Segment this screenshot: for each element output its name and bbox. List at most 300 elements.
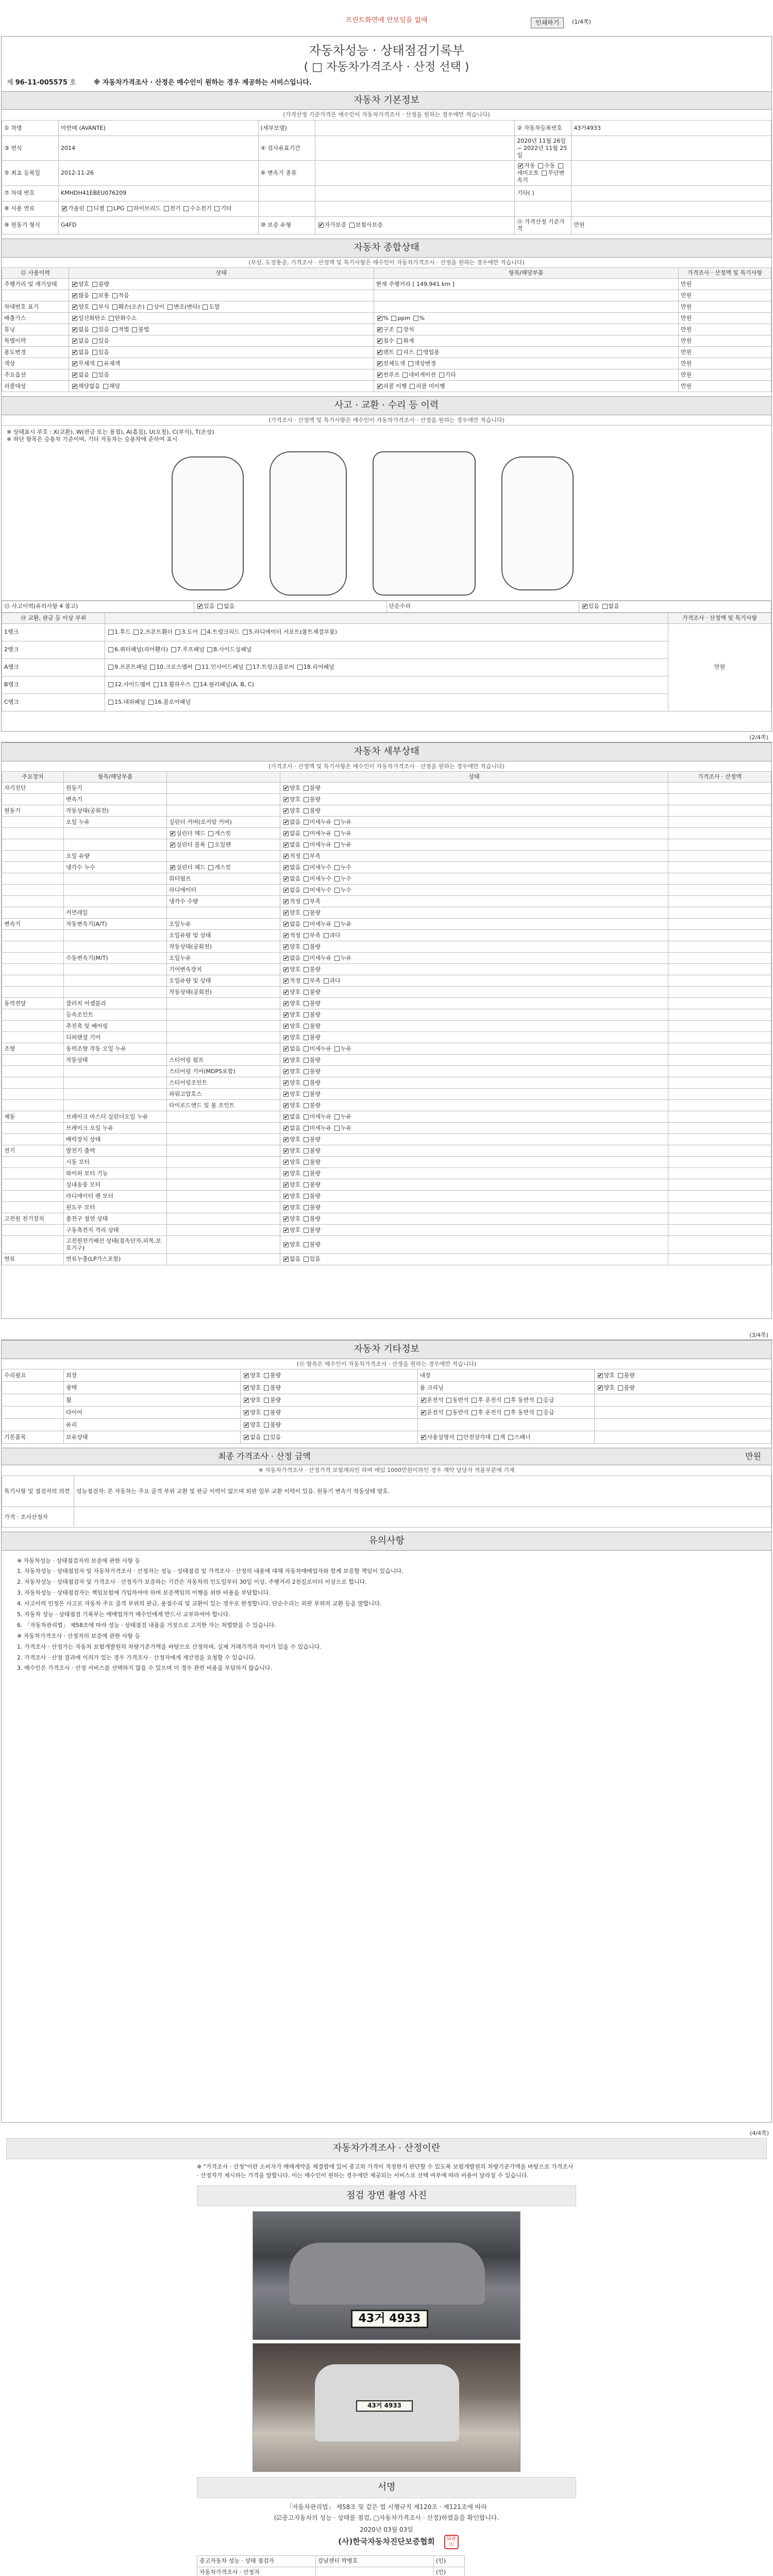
checkbox[interactable]: [304, 1205, 309, 1210]
detail-cell: [2, 794, 64, 805]
accident-cell: [579, 601, 771, 612]
checkbox[interactable]: [304, 1046, 309, 1052]
checkbox[interactable]: [264, 1410, 269, 1415]
checkbox[interactable]: [391, 316, 396, 321]
checkbox[interactable]: [283, 1103, 289, 1108]
checkbox-label: 양호: [290, 784, 303, 791]
checkbox[interactable]: [508, 1435, 513, 1440]
checkbox[interactable]: [264, 1373, 269, 1378]
checkbox[interactable]: [334, 888, 340, 893]
checkbox[interactable]: [304, 1058, 309, 1063]
checkbox-label: 수소전기: [190, 205, 214, 212]
other-note: (⑮ 항목은 매수인이 자동차가격조사 · 산정을 원하는 경우에만 적습니다): [296, 1360, 477, 1367]
checkbox[interactable]: [402, 372, 408, 378]
checkbox[interactable]: [304, 1148, 309, 1154]
checkbox-label: 썬루프: [383, 371, 401, 378]
other-cell: [594, 1394, 771, 1406]
checkbox[interactable]: [304, 1092, 309, 1097]
checkbox[interactable]: [602, 604, 608, 609]
checkbox[interactable]: [472, 1398, 477, 1403]
checkbox[interactable]: [618, 1385, 623, 1391]
checkbox[interactable]: [283, 1080, 289, 1086]
detail-cell: 구동축전지 격리 상태: [64, 1225, 167, 1236]
checkbox[interactable]: [283, 854, 289, 859]
checkbox[interactable]: [334, 1114, 340, 1120]
checkbox[interactable]: [108, 630, 113, 635]
checkbox[interactable]: [283, 1137, 289, 1142]
checkbox[interactable]: [203, 304, 208, 310]
table-row: [2, 1123, 771, 1134]
checkbox[interactable]: [304, 1069, 309, 1074]
checkbox[interactable]: [244, 1385, 249, 1391]
checkbox[interactable]: [72, 327, 77, 332]
detail-cell: 발전기 출력: [64, 1145, 167, 1157]
checkbox[interactable]: [108, 647, 113, 652]
checkbox[interactable]: [112, 327, 117, 332]
checkbox[interactable]: [334, 1046, 340, 1052]
overall-cell: 색상: [2, 358, 69, 369]
checkbox[interactable]: [283, 1046, 289, 1052]
detail-cell: [280, 964, 668, 975]
checkbox[interactable]: [170, 842, 175, 848]
checkbox[interactable]: [283, 797, 289, 802]
checkbox[interactable]: [421, 1410, 426, 1415]
checkbox[interactable]: [304, 910, 309, 916]
basic-cell: [59, 201, 259, 216]
overall-cell: [69, 369, 374, 381]
checkbox[interactable]: [446, 1410, 451, 1415]
checkbox-label: 누유: [340, 920, 352, 927]
table-row: [2, 201, 771, 216]
detail-price: [668, 964, 771, 975]
checkbox[interactable]: [246, 665, 251, 670]
detail-price: [668, 1100, 771, 1111]
checkbox[interactable]: [283, 820, 289, 825]
checkbox[interactable]: [304, 842, 309, 848]
overall-cell: [374, 347, 679, 358]
checkbox-label: 양호: [290, 1147, 303, 1154]
checkbox-label: 양호: [290, 1056, 303, 1063]
checkbox[interactable]: [582, 604, 587, 609]
checkbox[interactable]: [283, 1035, 289, 1040]
checkbox[interactable]: [208, 831, 213, 836]
checkbox[interactable]: [283, 1012, 289, 1018]
checkbox[interactable]: [304, 990, 309, 995]
checkbox[interactable]: [283, 1024, 289, 1029]
part-label: 14.필러패널(A, B, C): [199, 681, 254, 688]
basic-cell: [315, 216, 515, 234]
detail-cell: 원동기: [64, 783, 167, 794]
car-left-side: [172, 456, 244, 590]
detail-cell: [167, 1236, 280, 1254]
checkbox-label: 불량: [624, 1384, 635, 1391]
table-row: [2, 613, 771, 623]
checkbox[interactable]: [304, 956, 309, 961]
checkbox[interactable]: [304, 978, 309, 984]
checkbox[interactable]: [72, 338, 77, 344]
overall-header: ⑫ 사용이력: [2, 268, 69, 279]
checkbox[interactable]: [208, 865, 213, 870]
checkbox-label: 없음: [290, 954, 303, 961]
checkbox[interactable]: [72, 304, 77, 310]
checkbox[interactable]: [283, 865, 289, 870]
checkbox-label: 과다: [329, 977, 341, 984]
checkbox-label: 양호: [290, 965, 303, 973]
checkbox[interactable]: [244, 1398, 249, 1403]
checkbox[interactable]: [413, 316, 418, 321]
checkbox[interactable]: [171, 647, 176, 652]
checkbox[interactable]: [92, 327, 97, 332]
checkbox-label: %: [419, 314, 425, 321]
checkbox[interactable]: [304, 1137, 309, 1142]
table-row: [2, 1253, 771, 1265]
checkbox[interactable]: [397, 338, 402, 344]
part-label: 2.프론트휀더: [140, 629, 175, 636]
checkbox[interactable]: [304, 1216, 309, 1222]
checkbox[interactable]: [97, 361, 103, 366]
checkbox-label: 없음: [290, 1045, 303, 1052]
detail-cell: 와이퍼 모터 기능: [64, 1168, 167, 1179]
checkbox[interactable]: [283, 1114, 289, 1120]
checkbox[interactable]: [264, 1422, 269, 1428]
table-row: [2, 1382, 771, 1394]
table-row: [2, 693, 771, 711]
checkbox[interactable]: [72, 361, 77, 366]
checkbox[interactable]: [377, 361, 382, 366]
checkbox[interactable]: [421, 1435, 426, 1440]
checkbox[interactable]: [283, 1228, 289, 1233]
checkbox[interactable]: [207, 647, 212, 652]
accident-cell: 단순수리: [386, 601, 579, 612]
checkbox[interactable]: [542, 171, 547, 176]
table-row: [2, 1077, 771, 1089]
checkbox[interactable]: [167, 304, 173, 310]
checkbox-label: 미세누유: [309, 1045, 333, 1052]
detail-cell: 시동 모터: [64, 1157, 167, 1168]
checkbox[interactable]: [377, 350, 382, 355]
checkbox[interactable]: [133, 630, 139, 635]
checkbox[interactable]: [304, 1126, 309, 1131]
checkbox[interactable]: [377, 327, 382, 332]
checkbox-label: 후 운전석: [478, 1409, 503, 1416]
checkbox[interactable]: [283, 876, 289, 882]
checkbox[interactable]: [72, 316, 77, 321]
checkbox[interactable]: [72, 384, 77, 389]
checkbox-label: 양호: [78, 303, 91, 310]
checkbox-label: 누유: [340, 829, 352, 837]
checkbox[interactable]: [283, 786, 289, 791]
sign-text-1: 「자동차관리법」 제58조 및 같은 법 시행규칙 제120조 · 제121조에 따라: [286, 2503, 487, 2511]
checkbox[interactable]: [108, 700, 113, 705]
checkbox[interactable]: [108, 665, 113, 670]
checkbox[interactable]: [244, 1435, 249, 1440]
checkbox[interactable]: [397, 327, 402, 332]
checkbox-label: 불량: [98, 280, 110, 287]
checkbox[interactable]: [304, 1001, 309, 1006]
checkbox[interactable]: [304, 1080, 309, 1086]
checkbox[interactable]: [377, 338, 382, 344]
checkbox[interactable]: [92, 350, 97, 355]
checkbox[interactable]: [283, 990, 289, 995]
other-cell: [594, 1369, 771, 1382]
checkbox-label: 없음: [290, 1124, 303, 1131]
checkbox[interactable]: [197, 604, 203, 609]
checkbox[interactable]: [304, 944, 309, 950]
checkbox[interactable]: [349, 223, 355, 228]
checkbox[interactable]: [283, 1148, 289, 1154]
checkbox[interactable]: [283, 1160, 289, 1165]
checkbox[interactable]: [377, 372, 382, 378]
checkbox[interactable]: [87, 206, 92, 211]
checkbox[interactable]: [92, 282, 97, 287]
detail-cell: [2, 1236, 64, 1254]
checkbox-label: 양호: [290, 1079, 303, 1086]
checkbox[interactable]: [201, 630, 206, 635]
checkbox[interactable]: [217, 604, 223, 609]
checkbox[interactable]: [194, 682, 199, 687]
opinion-table: [2, 1476, 771, 1528]
checkbox[interactable]: [304, 1114, 309, 1120]
detail-cell: 제동: [2, 1111, 64, 1123]
basic-cell: ③ 연식: [2, 136, 59, 161]
checkbox[interactable]: [244, 1373, 249, 1378]
checkbox[interactable]: [283, 888, 289, 893]
checkbox[interactable]: [283, 1242, 289, 1247]
checkbox[interactable]: [109, 316, 114, 321]
checkbox[interactable]: [183, 206, 189, 211]
checkbox-label: 양호: [290, 1181, 303, 1188]
price-note: ※ 자동차가격조사 · 산정가격 보험계리인 하며 매입 1000만원이하인 경우 계약 담당자 적용부분에 기재: [258, 1467, 515, 1474]
overall-cell: 만원: [679, 279, 771, 290]
checkbox[interactable]: [108, 682, 113, 687]
detail-price: [668, 1009, 771, 1021]
checkbox[interactable]: [112, 304, 117, 310]
checkbox[interactable]: [304, 797, 309, 802]
detail-cell: [280, 1021, 668, 1032]
detail-cell: 냉각수 누수: [64, 862, 167, 873]
banner-notice[interactable]: 프린트화면에 안보임을 없애: [345, 16, 428, 24]
checkbox[interactable]: [72, 372, 77, 378]
checkbox[interactable]: [304, 1228, 309, 1233]
checkbox[interactable]: [283, 1182, 289, 1188]
checkbox[interactable]: [175, 630, 180, 635]
checkbox[interactable]: [283, 933, 289, 938]
checkbox[interactable]: [148, 700, 154, 705]
checkbox[interactable]: [304, 967, 309, 972]
checkbox[interactable]: [208, 842, 213, 848]
table-row: [2, 1043, 771, 1055]
checkbox-label: 불량: [309, 988, 321, 995]
checkbox[interactable]: [304, 1182, 309, 1188]
checkbox[interactable]: [72, 282, 77, 287]
checkbox[interactable]: [334, 1126, 340, 1131]
checkbox[interactable]: [214, 206, 220, 211]
checkbox-label: 구조: [383, 326, 396, 333]
checkbox[interactable]: [304, 1103, 309, 1108]
checkbox[interactable]: [147, 304, 153, 310]
basic-cell: [572, 161, 771, 185]
detail-price: [668, 1089, 771, 1100]
checkbox[interactable]: [334, 876, 340, 882]
checkbox[interactable]: [304, 1012, 309, 1018]
checkbox[interactable]: [377, 316, 382, 321]
checkbox-label: 불량: [309, 1090, 321, 1097]
checkbox[interactable]: [334, 820, 340, 825]
checkbox[interactable]: [92, 293, 97, 298]
checkbox[interactable]: [304, 1024, 309, 1029]
checkbox[interactable]: [304, 1171, 309, 1176]
checkbox[interactable]: [92, 304, 97, 310]
detail-cell: [167, 1134, 280, 1145]
checkbox[interactable]: [283, 842, 289, 848]
checkbox[interactable]: [410, 384, 415, 389]
checkbox[interactable]: [127, 206, 132, 211]
checkbox[interactable]: [283, 1194, 289, 1199]
checkbox[interactable]: [283, 1216, 289, 1222]
checkbox[interactable]: [472, 1410, 477, 1415]
checkbox[interactable]: [170, 831, 175, 836]
page-4: [1, 2130, 772, 2576]
checkbox[interactable]: [62, 206, 67, 211]
detail-cell: 충전구 절연 상태: [64, 1213, 167, 1225]
checkbox[interactable]: [283, 831, 289, 836]
print-button[interactable]: 인쇄하기: [531, 18, 564, 28]
checkbox[interactable]: [283, 956, 289, 961]
basic-info-table: [2, 120, 771, 234]
checkbox[interactable]: [243, 630, 248, 635]
overall-cell: [69, 335, 374, 347]
checkbox[interactable]: [505, 1398, 510, 1403]
checkbox[interactable]: [283, 808, 289, 814]
checkbox[interactable]: [397, 350, 402, 355]
checkbox[interactable]: [195, 665, 200, 670]
detail-cell: [2, 1055, 64, 1066]
detail-cell: [280, 1009, 668, 1021]
checkbox[interactable]: [283, 1205, 289, 1210]
checkbox[interactable]: [264, 1435, 269, 1440]
checkbox[interactable]: [283, 910, 289, 916]
checkbox[interactable]: [324, 933, 329, 938]
checkbox[interactable]: [494, 1435, 499, 1440]
checkbox[interactable]: [334, 865, 340, 870]
checkbox[interactable]: [446, 1398, 451, 1403]
checkbox[interactable]: [107, 206, 112, 211]
checkbox[interactable]: [304, 1242, 309, 1247]
detail-price: [668, 987, 771, 998]
checkbox[interactable]: [304, 820, 309, 825]
table-row: [2, 161, 771, 185]
checkbox-label: 양호: [290, 807, 303, 814]
checkbox[interactable]: [283, 944, 289, 950]
checkbox[interactable]: [154, 682, 159, 687]
checkbox[interactable]: [304, 876, 309, 882]
checkbox[interactable]: [304, 1160, 309, 1165]
checkbox[interactable]: [72, 350, 77, 355]
checkbox[interactable]: [283, 1126, 289, 1131]
checkbox[interactable]: [537, 1398, 542, 1403]
checkbox[interactable]: [283, 1171, 289, 1176]
checkbox[interactable]: [457, 1435, 462, 1440]
checkbox[interactable]: [297, 665, 303, 670]
checkbox[interactable]: [112, 293, 117, 298]
checkbox[interactable]: [417, 350, 422, 355]
checkbox[interactable]: [304, 933, 309, 938]
checkbox[interactable]: [538, 163, 543, 168]
checkbox[interactable]: [334, 922, 340, 927]
checkbox[interactable]: [304, 922, 309, 927]
checkbox[interactable]: [164, 206, 169, 211]
checkbox[interactable]: [518, 163, 523, 168]
checkbox[interactable]: [283, 1001, 289, 1006]
checkbox[interactable]: [304, 1035, 309, 1040]
checkbox[interactable]: [439, 372, 444, 378]
checkbox[interactable]: [408, 361, 413, 366]
checkbox[interactable]: [132, 327, 137, 332]
checkbox[interactable]: [103, 384, 108, 389]
checkbox[interactable]: [304, 1257, 309, 1262]
checkbox[interactable]: [244, 1422, 249, 1428]
checkbox[interactable]: [304, 888, 309, 893]
checkbox[interactable]: [264, 1385, 269, 1391]
checkbox[interactable]: [537, 1410, 542, 1415]
checkbox[interactable]: [92, 338, 97, 344]
checkbox[interactable]: [598, 1373, 603, 1378]
checkbox[interactable]: [334, 956, 340, 961]
checkbox-label: 누수: [340, 863, 352, 871]
checkbox[interactable]: [558, 163, 563, 168]
checkbox[interactable]: [72, 293, 77, 298]
checkbox[interactable]: [505, 1410, 510, 1415]
checkbox[interactable]: [283, 1092, 289, 1097]
checkbox[interactable]: [283, 1069, 289, 1074]
checkbox[interactable]: [283, 899, 289, 904]
checkbox[interactable]: [334, 831, 340, 836]
checkbox[interactable]: [150, 665, 155, 670]
checkbox[interactable]: [283, 1257, 289, 1262]
checkbox[interactable]: [618, 1373, 623, 1378]
checkbox[interactable]: [304, 865, 309, 870]
checkbox[interactable]: [324, 978, 329, 984]
checkbox-label: 무단변속기: [517, 170, 565, 183]
checkbox[interactable]: [92, 372, 97, 378]
checkbox[interactable]: [377, 384, 382, 389]
checkbox[interactable]: [304, 854, 309, 859]
checkbox[interactable]: [170, 865, 175, 870]
checkbox[interactable]: [283, 967, 289, 972]
checkbox[interactable]: [318, 223, 324, 228]
checkbox-label: 안전삼각대: [463, 1433, 493, 1440]
checkbox[interactable]: [304, 808, 309, 814]
checkbox[interactable]: [598, 1385, 603, 1391]
page-subtitle: ( □ 자동차가격조사 · 산정 선택 ): [304, 61, 469, 74]
checkbox[interactable]: [283, 1058, 289, 1063]
checkbox[interactable]: [264, 1398, 269, 1403]
checkbox[interactable]: [304, 831, 309, 836]
checkbox[interactable]: [283, 922, 289, 927]
checkbox[interactable]: [283, 978, 289, 984]
signer-cell: (인): [434, 2567, 465, 2576]
checkbox[interactable]: [304, 1194, 309, 1199]
checkbox[interactable]: [421, 1398, 426, 1403]
checkbox[interactable]: [244, 1410, 249, 1415]
checkbox-label: 양호: [290, 1215, 303, 1222]
checkbox[interactable]: [304, 899, 309, 904]
checkbox[interactable]: [304, 786, 309, 791]
checkbox-label: 실린더 블록: [176, 841, 208, 848]
table-row: [2, 1134, 771, 1145]
table-row: [2, 1202, 771, 1213]
checkbox[interactable]: [334, 842, 340, 848]
